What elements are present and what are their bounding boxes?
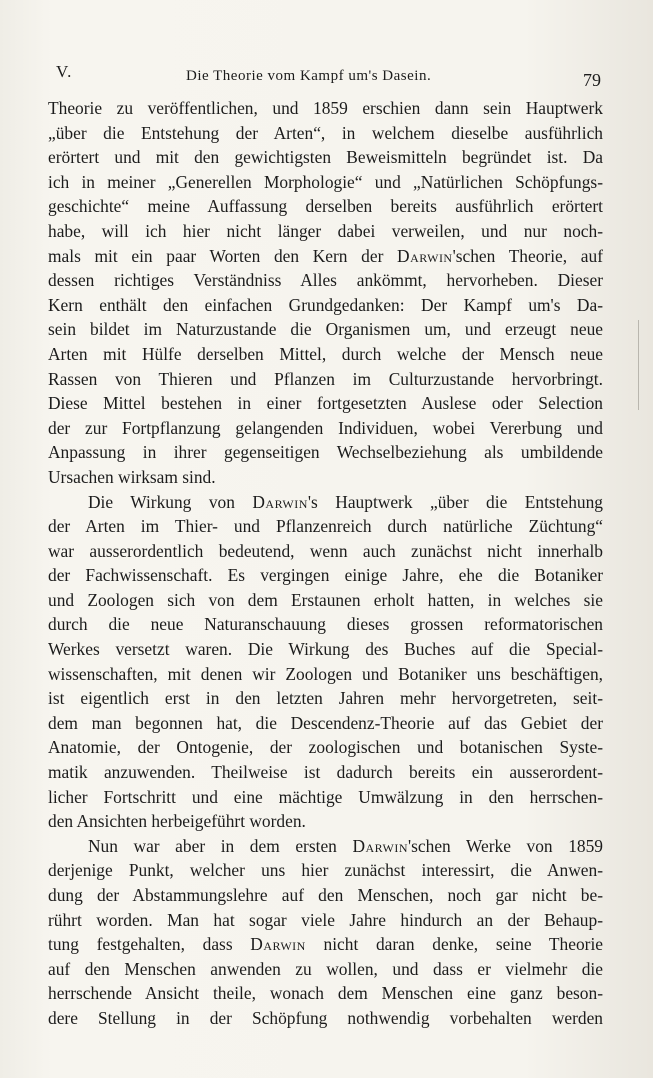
text-segment: „über die Entstehung der Arten“, in welchem dieselbe ausführlich bbox=[48, 122, 603, 143]
text-line bbox=[48, 686, 603, 711]
text-segment: Theorie zu veröffentlichen, und 1859 erschien dann sein Hauptwerk bbox=[48, 98, 603, 118]
text-segment: rührt worden. Man hat sogar viele Jahre hindurch an der Behaup- bbox=[48, 909, 603, 930]
running-head-title: Die Theorie vom Kampf um's Dasein. bbox=[186, 68, 432, 84]
text-segment: und Zoologen sich von dem Erstaunen erholt hatten, in welches sie bbox=[48, 589, 603, 610]
text-segment: den Ansichten herbeigeführt worden. bbox=[48, 811, 306, 832]
author-name-smallcaps: Darwin bbox=[250, 934, 306, 955]
text-line bbox=[48, 981, 603, 1006]
text-line bbox=[48, 563, 603, 588]
text-segment: mals mit ein paar Worten den Kern der bbox=[48, 245, 398, 266]
text-segment: dessen richtiges Verständniss Alles ankömmt, hervorheben. Dieser bbox=[48, 270, 603, 291]
text-line bbox=[48, 465, 603, 490]
text-segment: durch die neue Naturanschauung dieses grossen reformatorischen bbox=[48, 614, 603, 635]
text-segment: sein bildet im Naturzustande die Organismen um, und erzeugt neue bbox=[48, 319, 603, 340]
text-line bbox=[48, 170, 603, 195]
text-line bbox=[48, 514, 603, 539]
text-line bbox=[48, 735, 603, 760]
text-line bbox=[48, 219, 603, 244]
text-line bbox=[48, 490, 603, 515]
text-line bbox=[48, 785, 603, 810]
text-segment: auf den Menschen anwenden zu wollen, und dass er vielmehr die bbox=[48, 958, 603, 979]
text-segment: der Arten im Thier- und Pflanzenreich durch natürliche Züchtung“ bbox=[48, 516, 603, 537]
text-segment: licher Fortschritt und eine mächtige Umwälzung in den herrschen- bbox=[48, 786, 603, 807]
text-line bbox=[48, 317, 603, 342]
text-segment: herrschende Ansicht theile, wonach dem Menschen eine ganz beson- bbox=[48, 983, 603, 1004]
text-line bbox=[48, 293, 603, 318]
text-segment: 'schen Theorie, auf bbox=[452, 245, 603, 266]
text-line bbox=[48, 637, 603, 662]
text-segment: tung festgehalten, dass bbox=[48, 934, 251, 955]
text-segment: dung der Abstammungslehre auf den Menschen, noch gar nicht be- bbox=[48, 885, 603, 905]
text-line bbox=[48, 244, 603, 269]
text-segment: Rassen von Thieren und Pflanzen im Culturzustande hervorbringt. bbox=[48, 368, 603, 389]
page-number: 79 bbox=[583, 70, 601, 90]
text-segment: der zur Fortpflanzung gelangenden Individuen, wobei Vererbung und bbox=[48, 417, 603, 438]
text-line bbox=[48, 957, 603, 982]
text-line bbox=[48, 809, 603, 834]
text-segment: 'schen Werke von 1859 bbox=[408, 835, 603, 856]
text-segment: dem man begonnen hat, die Descendenz-Theorie auf das Gebiet der bbox=[48, 712, 603, 733]
text-line bbox=[48, 96, 603, 121]
body-text bbox=[48, 96, 603, 1031]
text-line bbox=[48, 858, 603, 883]
text-line bbox=[48, 145, 603, 170]
text-segment: Ursachen wirksam sind. bbox=[48, 466, 216, 487]
text-segment: Die Wirkung von bbox=[88, 491, 253, 512]
text-segment: 's Hauptwerk „über die Entstehung bbox=[307, 491, 603, 512]
text-line bbox=[48, 391, 603, 416]
text-line bbox=[48, 121, 603, 146]
text-segment: war ausserordentlich bedeutend, wenn auch zunächst nicht innerhalb bbox=[48, 540, 603, 561]
text-line bbox=[48, 1006, 603, 1031]
text-segment: wissenschaften, mit denen wir Zoologen und Botaniker uns beschäftigen, bbox=[48, 663, 603, 684]
running-head bbox=[56, 62, 601, 90]
text-line bbox=[48, 908, 603, 933]
author-name-smallcaps: Darwin bbox=[252, 491, 308, 512]
text-segment: der Fachwissenschaft. Es vergingen einige Jahre, ehe die Botaniker bbox=[48, 565, 603, 586]
text-line bbox=[48, 588, 603, 613]
text-segment: Arten mit Hülfe derselben Mittel, durch welche der Mensch neue bbox=[48, 343, 603, 364]
text-line bbox=[48, 612, 603, 637]
text-segment: Nun war aber in dem ersten bbox=[88, 835, 353, 856]
text-segment: Anatomie, der Ontogenie, der zoologischen und botanischen Syste- bbox=[48, 737, 603, 758]
text-segment: derjenige Punkt, welcher uns hier zunächst interessirt, die Anwen- bbox=[48, 860, 603, 881]
text-segment: dere Stellung in der Schöpfung nothwendig vorbehalten werden bbox=[48, 1007, 603, 1028]
text-segment: Diese Mittel bestehen in einer fortgesetzten Auslese oder Selection bbox=[48, 393, 603, 414]
text-line bbox=[48, 883, 603, 908]
text-line bbox=[48, 194, 603, 219]
author-name-smallcaps: Darwin bbox=[397, 245, 453, 266]
text-line bbox=[48, 268, 603, 293]
text-line bbox=[48, 932, 603, 957]
text-segment: ich in meiner „Generellen Morphologie“ und „Natürlichen Schöpfungs- bbox=[48, 171, 603, 192]
text-line bbox=[48, 367, 603, 392]
text-line bbox=[48, 539, 603, 564]
text-segment: Werkes versetzt waren. Die Wirkung des Buches auf die Special- bbox=[48, 639, 603, 660]
text-line bbox=[48, 711, 603, 736]
author-name-smallcaps: Darwin bbox=[352, 835, 408, 856]
page-edge-mark bbox=[638, 320, 639, 410]
text-segment: matik anzuwenden. Theilweise ist dadurch bereits ein ausserordent- bbox=[48, 762, 603, 783]
text-segment: Anpassung in ihrer gegenseitigen Wechselbeziehung als umbildende bbox=[48, 442, 603, 463]
text-line bbox=[48, 440, 603, 465]
text-segment: nicht daran denke, seine Theorie bbox=[305, 934, 603, 955]
text-segment: geschichte“ meine Auffassung derselben bereits ausführlich erörtert bbox=[48, 196, 603, 217]
text-line bbox=[48, 342, 603, 367]
text-segment: ist eigentlich erst in den letzten Jahren mehr hervorgetreten, seit- bbox=[48, 688, 603, 709]
text-line bbox=[48, 662, 603, 687]
text-line bbox=[48, 416, 603, 441]
text-segment: habe, will ich hier nicht länger dabei verweilen, und nur noch- bbox=[48, 220, 603, 241]
text-line bbox=[48, 834, 603, 859]
text-line bbox=[48, 760, 603, 785]
chapter-number: V. bbox=[56, 62, 73, 81]
text-segment: Kern enthält den einfachen Grundgedanken: Der Kampf um's Da- bbox=[48, 294, 603, 315]
text-segment: erörtert und mit den gewichtigsten Beweismitteln begründet ist. Da bbox=[48, 147, 603, 168]
